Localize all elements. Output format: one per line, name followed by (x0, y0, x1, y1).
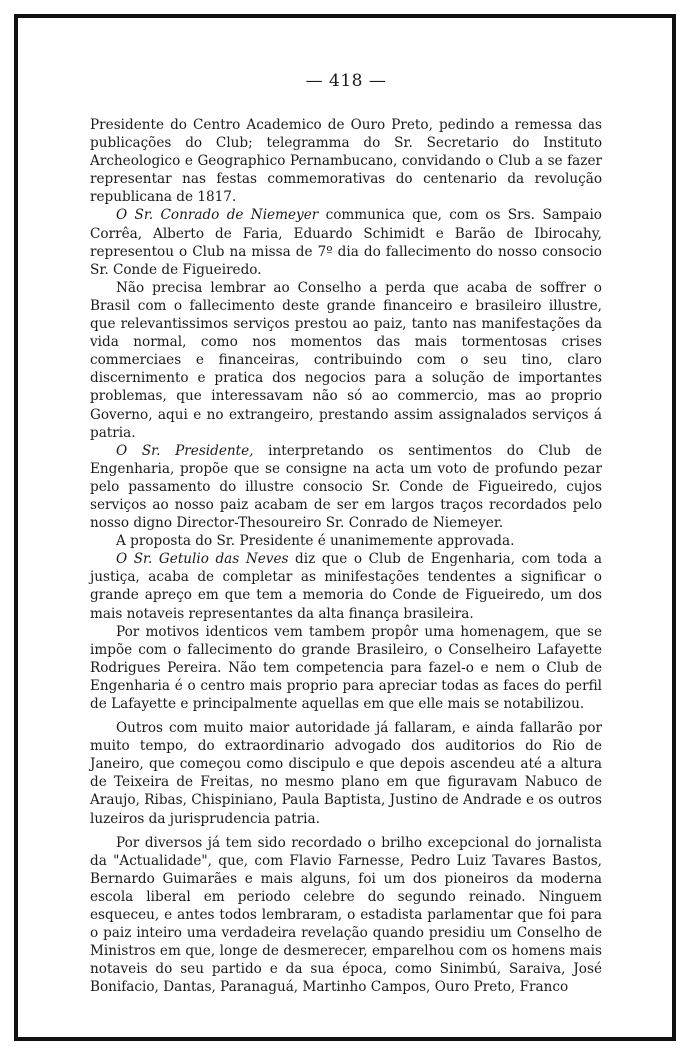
paragraph-text: Não precisa lembrar ao Conselho a perda que acaba de soffrer o Brasil com o fallecimento deste grande financeiro e brasileiro illustre, que relevantissimos serviços prestou ao paiz, tanto nas manifestações da vida normal, como nos momentos das mais tormentosas crises commerciaes e financeiras, contribuindo com o seu tino, claro discernimento e pratica dos negocios para a solução de importantes problemas, que interessavam não só ao commercio, mas ao proprio Governo, aqui e no extrangeiro, prestando assim assignalados serviços á patria. (90, 279, 602, 441)
paragraph-8 (90, 719, 602, 828)
document-page (90, 70, 602, 997)
paragraph-1 (90, 116, 602, 206)
paragraph-text: communica que, com os Srs. Sampaio Corrêa, Alberto de Faria, Eduardo Schimidt e Barão de Ibirocahy, representou o Club na missa de 7º dia do fallecimento do nosso consocio Sr. Conde de Figueiredo. (90, 207, 602, 278)
paragraph-text: interpretando os sentimentos do Club de Engenharia, propõe que se consigne na acta um voto de profundo pezar pelo passamento do illustre consocio Sr. Conde de Figueiredo, cujos serviços ao nosso paiz acabam de ser em largos traços recordados pelo nosso digno Director-Thesoureiro Sr. Conrado de Niemeyer. (90, 442, 602, 532)
paragraph-text: Por motivos identicos vem tambem propôr uma homenagem, que se impõe com o fallecimento do grande Brasileiro, o Conselheiro Lafayette Rodrigues Pereira. Não tem competencia para fazel-o e nem o Club de Engenharia é o centro mais proprio para apreciar todas as faces do perfil de Lafayette e principalmente aquellas em que elle mais se notabilizou. (90, 623, 602, 712)
paragraph-6 (90, 550, 602, 622)
speaker-name: O Sr. Presidente, (116, 442, 254, 459)
speaker-name: O Sr. Getulio das Neves (116, 551, 289, 568)
paragraph-text: Presidente do Centro Academico de Ouro Preto, pedindo a remessa das publicações do Club; telegramma do Sr. Secretario do Instituto Archeologico e Geographico Pernambucano, convidando o Club a se fazer representar nas festas commemorativas do centenario da revolução republicana de 1817. (90, 117, 602, 206)
paragraph-5 (90, 532, 602, 550)
paragraph-4 (90, 442, 602, 532)
paragraph-9 (90, 834, 602, 997)
paragraph-text: A proposta do Sr. Presidente é unanimemente approvada. (116, 533, 515, 550)
paragraph-2 (90, 206, 602, 278)
paragraph-text: diz que o Club de Engenharia, com toda a justiça, acaba de completar as minifestações tendentes a significar o grande apreço em que tem a memoria do Conde de Figueiredo, um dos mais notaveis representantes da alta finança brasileira. (90, 551, 602, 622)
page-number: — 418 — (305, 71, 387, 91)
paragraph-3 (90, 279, 602, 442)
page-border (14, 14, 676, 1041)
speaker-name: O Sr. Conrado de Niemeyer (116, 207, 319, 224)
paragraph-text: Outros com muito maior autoridade já fallaram, e ainda fallarão por muito tempo, do extraordinario advogado dos auditorios do Rio de Janeiro, que começou como discipulo e que depois ascendeu até a altura de Teixeira de Freitas, no mesmo plano em que figuravam Nabuco de Araujo, Ribas, Chispiniano, Paula Baptista, Justino de Andrade e os outros luzeiros da jurisprudencia patria. (90, 720, 602, 827)
paragraph-text: Por diversos já tem sido recordado o brilho excepcional do jornalista da "Actualidade", que, com Flavio Farnesse, Pedro Luiz Tavares Bastos, Bernardo Guimarães e mais alguns, foi um dos pioneiros da moderna escola liberal em periodo celebre do segundo reinado. Ninguem esqueceu, e antes todos lembraram, o estadista parlamentar que foi para o paiz inteiro uma verdadeira revelação quando presidiu um Conselho de Ministros em que, longe de desmerecer, emparelhou com os homens mais notaveis do seu partido e da sua época, como Sinimbú, Saraiva, José Bonifacio, Dantas, Paranaguá, Martinho Campos, Ouro Preto, Franco (90, 834, 602, 996)
paragraph-7 (90, 623, 602, 713)
